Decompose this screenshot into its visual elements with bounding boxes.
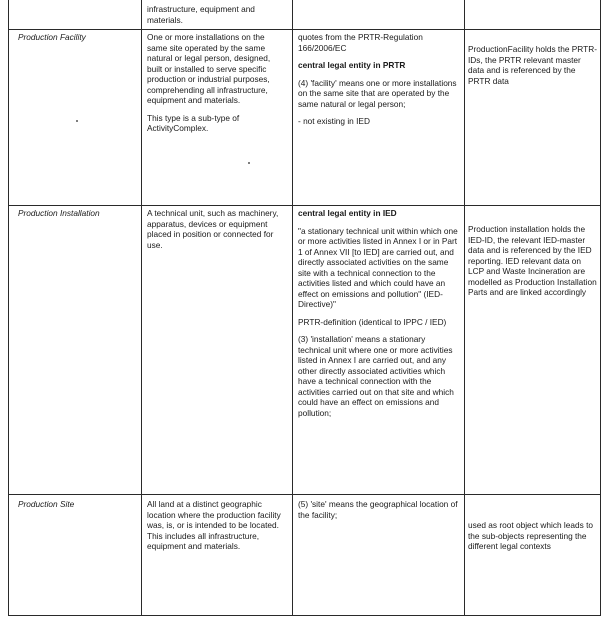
table-row-facility-term	[18, 32, 138, 43]
table-row-installation-term	[18, 208, 138, 219]
installation-ied-definition: "a stationary technical unit within which one or more activities listed in Annex I or in Part 1 of Annex VII [to IED] are carried out, and directly associated activities on the same site with a technical connection to the activities listed and which could have an effect on emissions and pollution" (IED-Directive)"	[298, 225, 458, 309]
table-row-installation-legal	[298, 208, 460, 425]
table-row-facility-notes	[468, 44, 598, 93]
top-row-definition-cell	[147, 4, 287, 32]
term-production-site: Production Site	[18, 499, 75, 509]
table-row-facility-legal	[298, 32, 460, 134]
facility-legal-source: quotes from the PRTR-Regulation 166/2006/EC	[298, 32, 423, 53]
facility-legal-ied-note: - not existing in IED	[298, 116, 370, 126]
table-row-site-notes	[468, 520, 598, 559]
table-row-installation-definition	[147, 208, 287, 257]
installation-prtr-heading: PRTR-definition (identical to IPPC / IED)	[298, 316, 447, 327]
term-production-installation: Production Installation	[18, 208, 100, 218]
site-legal-definition: (5) 'site' means the geographical location of the facility;	[298, 499, 458, 520]
column-divider-3	[464, 0, 465, 616]
table-border-left	[8, 0, 9, 616]
row-divider-facility	[8, 205, 601, 206]
scan-speck	[76, 120, 78, 122]
column-divider-1	[141, 0, 142, 616]
table-row-site-term	[18, 499, 138, 510]
row-divider-top	[8, 29, 601, 30]
installation-prtr-definition: (3) 'installation' means a stationary technical unit where one or more activities listed in Annex I are carried out, and any other directly associated activities which have a technical connection with the activities carried out on that site and which could have an effect on emissions and pollution;	[298, 334, 454, 418]
top-row-definition: infrastructure, equipment and materials.	[147, 4, 255, 25]
installation-legal-heading: central legal entity in IED	[298, 208, 397, 218]
facility-legal-heading: central legal entity in PRTR	[298, 60, 406, 70]
facility-subtype-note: This type is a sub-type of ActivityComplex.	[147, 112, 240, 133]
table-row-installation-notes	[468, 224, 598, 305]
table-row-site-legal	[298, 499, 460, 527]
term-production-facility: Production Facility	[18, 32, 86, 42]
site-definition-text: All land at a distinct geographic location where the production facility was, is, or is intended to be located. This includes all infrastructure, equipment and materials.	[147, 499, 281, 551]
site-notes-text: used as root object which leads to the sub-objects representing the different legal contexts	[468, 520, 593, 551]
facility-definition-text: One or more installations on the same site operated by the same natural or legal person, designed, built or installed to serve specific production or industrial purposes, comprehending all infrastructure, equipment and materials.	[147, 32, 271, 105]
installation-definition-text: A technical unit, such as machinery, apparatus, devices or equipment placed in position or connected for use.	[147, 208, 279, 250]
table-border-right	[600, 0, 601, 616]
installation-notes-text: Production installation holds the IED-ID, the relevant IED-master data and is referenced by the IED reporting. IED relevant data on LCP and Waste Incineration are modelled as Production Installation Parts and are linked accordingly	[468, 224, 597, 297]
facility-notes-text: ProductionFacility holds the PRTR-IDs, the PRTR relevant master data and is referenced by the PRTR data	[468, 44, 597, 86]
table-border-bottom	[8, 615, 601, 616]
row-divider-installation	[8, 494, 601, 495]
facility-legal-definition: (4) 'facility' means one or more installations on the same site that are operated by the same natural or legal person;	[298, 77, 457, 109]
table-row-facility-definition	[147, 32, 287, 141]
column-divider-2	[292, 0, 293, 616]
scan-speck	[248, 162, 250, 164]
table-row-site-definition	[147, 499, 287, 559]
